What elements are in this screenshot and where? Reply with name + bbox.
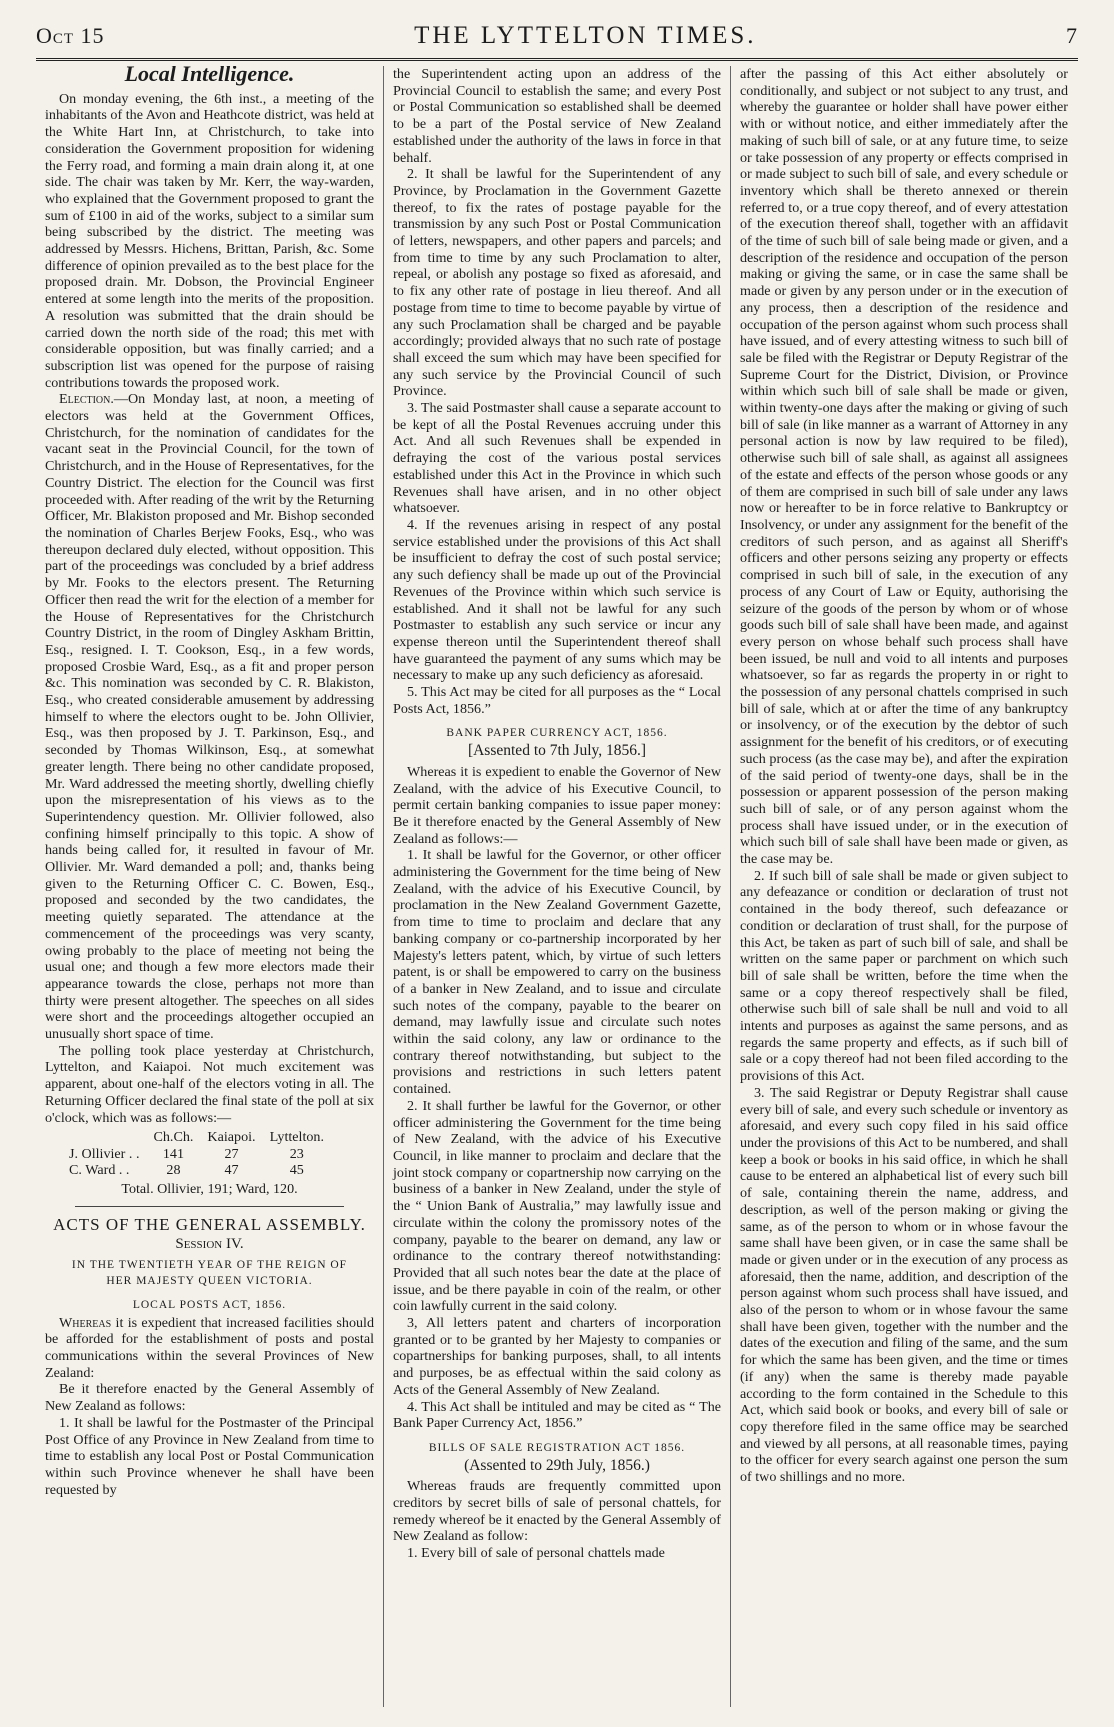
act-section: 4. This Act shall be intituled and may be cited as “ The Bank Paper Currency Act, 1856.”: [393, 1398, 721, 1432]
poll-value: 45: [289, 1162, 304, 1179]
reign-line: HER MAJESTY QUEEN VICTORIA.: [106, 1274, 313, 1287]
act-preamble: [45, 1315, 374, 1382]
act-preamble: Whereas it is expedient to enable the Governor of New Zealand, with the advice of his Executive Council, to permit certain banking companies to issue paper money: Be it therefore enacted by the General Assembly of New Zealand as follows:—: [393, 763, 721, 847]
page-number: 7: [1066, 23, 1078, 48]
act-title: BILLS OF SALE REGISTRATION ACT 1856.: [428, 1441, 686, 1454]
poll-value: 27: [224, 1145, 239, 1162]
act-section-continued: after the passing of this Act either absolutely or conditionally, and subject or not subject to any trust, and whereby the guarantee or holder shall have power either with or without notice, and either immediately after the making of such bill of sale, or at any future time, to seize or take possession of any property or effects comprised in or made subject to such bill of sale, and every schedule or inventory which shall be thereto annexed or therein referred to, or a true copy thereof, and of every attestation of the execution thereof shall, together with an affidavit of the time of such bill of sale being made or given, and a description of the residence and occupation of the person making or giving the same, or in case the same shall be made or given by any person under or in the execution of any process, then a description of the residence and occupation of the person against whom such process shall have issued, and of every attesting witness to such bill of sale be filed with the Registrar or Deputy Registrar of the Supreme Court for the District, Division, or Province within which such bill of sale shall be made or given, within twenty-one days after the making or giving of such bill of sale (in like manner as a warrant of Attorney in any personal action is now by law required to be filed), otherwise such bill of sale shall, as against all assignees of the estate and effects of the person whose goods or any of them are comprised in such bill of sale under any laws now or hereafter to be in force relative to Bankruptcy or Insolvency, or under any assignment for the benefit of the creditors of such person, and as against all Sheriff's officers and other persons seizing any property or effects comprised in such bill of sale, in the execution of any process of any Court of Law or Equity, authorising the seizure of the goods of the person by whom or of whose goods such bill of sale shall have been made, and against every person on whose behalf such process shall have been issued, be null and void to all intents and purposes whatsoever, so far as regards the property in or right to the possession of any personal chattels comprised in such bill of sale, which at or after the time of any bankruptcy or insolvency, or of the execution by the debtor of such assignment for the benefit of his creditors, or of executing such process (as the case may be), and after the expiration of the said period of twenty-one days, shall be in the possession or apparent possession of the person making such bill of sale, or of any person against whom the process shall have issued under, or in the execution of which such bill of sale shall have been made or given, as the case may be.: [740, 66, 1068, 868]
reign-heading: [45, 1257, 374, 1289]
act-section: 4. If the revenues arising in respect of any postal service established under the provisions of this Act shall be insufficient to defray the cost of such postal service; any such defiency shall be made up out of the Provincial Revenues of the Province within which such service is established. And it shall not be lawful for any such Postmaster to establish any such service or incur any expense thereon until the Superintendent thereof shall have guaranteed the payment of any sums which may be necessary to make up any such deficiency as aforesaid.: [393, 516, 721, 684]
poll-value: 47: [224, 1162, 239, 1179]
poll-value: 28: [166, 1162, 181, 1179]
preamble-lead: Whereas: [59, 1314, 112, 1331]
act-section: 2. If such bill of sale shall be made or given subject to any defeazance or condition or declaration of trust not contained in the body thereof, such defeazance or condition or declaration of trust shall, for the purpose of this Act, be taken as part of such bill of sale, and shall be written on the same paper or parchment on which such bill of sale shall be written, before the time when the same or a copy thereof respectively shall be filed, otherwise such bill of sale shall be null and void to all intents and purposes as against the same persons, and as regards the same property and effects, as if such bill of sale or a copy thereof had not been filed according to the provisions of this Act.: [740, 867, 1068, 1085]
avon-meeting-paragraph: On monday evening, the 6th inst., a meeting of the inhabitants of the Avon and Heathcote district, was held at the White Hart Inn, at Christchurch, to take into consideration the Government proposition for widening the Ferry road, and forming a main drain along it, at one side. The chair was taken by Mr. Kerr, the way-warden, who explained that the Government proposed to grant the sum of £100 in aid of the works, subject to a similar sum being subscribed by the district. The meeting was addressed by Messrs. Hichens, Brittan, Parish, &c. Some difference of opinion prevailed as to the best place for the proposed drain. Mr. Dobson, the Provincial Engineer entered at some length into the merits of the proposition. A resolution was submitted that the drain should be carried down the north side of the road; this met with considerable opposition, but was finally carried; and a subscription list was opened for the purpose of raising contributions towards the proposed work.: [45, 90, 374, 391]
local-intelligence-heading: Local Intelligence.: [124, 66, 295, 86]
poll-value: 141: [162, 1145, 185, 1162]
poll-header: Ch.Ch.: [153, 1129, 194, 1146]
masthead: [36, 14, 1078, 61]
poll-header: Kaiapoi.: [207, 1129, 256, 1146]
act-section: 1. It shall be lawful for the Postmaster of the Principal Post Office of any Province in New Zealand from time to time to establish any local Post or Postal Communication within such Province whenever he shall have been requested by: [45, 1414, 374, 1498]
poll-header: Lyttelton.: [269, 1129, 324, 1146]
act-section: 2. It shall be lawful for the Superintendent of any Province, by Proclamation in the Government Gazette thereof, to fix the rates of postage payable for the transmission by any such Post or Postal Communication of letters, newspapers, and other papers and parcels; and from time to time by any such Proclamation to alter, repeal, or abolish any postage so fixed as aforesaid, and to fix any other rate of postage in lieu thereof. And all postage from time to time to become payable by virtue of any such Proclamation shall be charged and be payable accordingly; provided always that no such rate of postage shall exceed the sum which may have been specified for any such service by the Provincial Council of such Province.: [393, 166, 721, 400]
newspaper-title: THE LYTTELTON TIMES.: [414, 22, 757, 49]
act-preamble: Whereas frauds are frequently committed upon creditors by secret bills of sale of personal chattels, for remedy whereof be it enacted by the General Assembly of New Zealand as follow:: [393, 1478, 721, 1545]
act-section: 3. The said Registrar or Deputy Registrar shall cause every bill of sale, and every such schedule or inventory as aforesaid, and every such copy filed in his said office under the provisions of this Act to be numbered, and shall keep a book or books in his said office, in which he shall cause to be entered an alphabetical list of every such bill of sale, containing therein the name, address, and description, as well of the person making or giving the same, as of the person to whom or in whose favour the same shall have been given, or in case the same shall be made or given under or in the execution of any process as aforesaid, then the name, addition, and description of the person against whom such process shall have issued, and also of the person to whom or in whose favour the same shall have been given, together with the number and the dates of the execution and filing of the same, and the sum for which the same has been given, and the time or times (if any) when the same is thereby made payable according to the form contained in the Schedule to this Act, which said book or books, and every bill of sale or copy therefore filed in the same office may be searched and viewed by all persons, at all reasonable times, paying to the officer for every search against one person the sum of two shillings and no more.: [740, 1084, 1068, 1486]
column-3: [730, 66, 1077, 1707]
act-section: 1. Every bill of sale of personal chattels made: [407, 1545, 665, 1562]
act-section-continued: the Superintendent acting upon an address of the Provincial Council to establish the same; and every Post or Postal Communication so established shall be deemed to be a part of the Postal service of New Zealand established under the authority of the laws in force in that behalf.: [393, 66, 721, 166]
election-paragraph: [45, 391, 374, 1042]
poll-header-row: [65, 1129, 334, 1146]
act-enacting-clause: Be it therefore enacted by the General Assembly of New Zealand as follows:: [45, 1381, 374, 1415]
poll-row: [65, 1162, 334, 1179]
act-section: 3. The said Postmaster shall cause a separate account to be kept of all the Postal Revenues accruing under this Act. And all such Revenues shall be expended in defraying the cost of the various postal services established under this Act in the Province in which such Revenues shall have arisen, and in no other object whatsoever.: [393, 400, 721, 517]
act-section: 5. This Act may be cited for all purposes as the “ Local Posts Act, 1856.”: [393, 684, 721, 717]
column-2: [383, 66, 730, 1707]
divider: [75, 1206, 344, 1207]
act-title: BANK PAPER CURRENCY ACT, 1856.: [446, 727, 668, 740]
issue-date: Oct 15: [36, 23, 105, 48]
column-1: [36, 66, 383, 1707]
assent-date: (Assented to 29th July, 1856.): [464, 1456, 650, 1474]
candidate-name: J. Ollivier . .: [69, 1145, 140, 1162]
act-section: 3, All letters patent and charters of incorporation granted or to be granted by her Majesty to companies or copartnerships for banking purposes, shall, to all intents and purposes, be as effectual within the said colony as Acts of the General Assembly of New Zealand.: [393, 1315, 721, 1398]
poll-total: Total. Ollivier, 191; Ward, 120.: [121, 1180, 298, 1197]
columns: [36, 66, 1078, 1707]
polling-paragraph: The polling took place yesterday at Christchurch, Lyttelton, and Kaiapoi. Not much excitement was apparent, about one-half of the electors voting in all. The Returning Officer declared the final state of the poll at six o'clock, which was as follows:—: [45, 1042, 374, 1126]
reign-line: IN THE TWENTIETH YEAR OF THE REIGN OF: [71, 1258, 348, 1271]
poll-table: [65, 1129, 334, 1179]
election-text: —On Monday last, at noon, a meeting of electors was held at the Government Offices, Christchurch, for the nomination of candidates for the vacant seat in the Provincial Council, for the town of Christchurch, and in the House of Representatives, for the Country District. The election for the Council was first proceeded with. After reading of the writ by the Returning Officer, Mr. Blakiston proposed and Mr. Bishop seconded the nomination of Charles Berjew Fooks, Esq., who was thereupon declared duly elected, without opposition. This part of the proceedings was concluded by a brief address by Mr. Fooks to the electors present. The Returning Officer then read the writ for the election of a member for the House of Representatives for the Christchurch Country District, in the room of Dingley Askham Brittin, Esq., resigned. I. T. Cookson, Esq., in a few words, proposed Crosbie Ward, Esq., as a fit and proper person &c. This nomination was seconded by C. R. Blakiston, Esq., who created considerable amusement by addressing himself to where the electors ought to be. John Ollivier, Esq., was then proposed by J. T. Parkinson, Esq., and seconded by Thomas Wilkinson, Esq., at somewhat greater length. There being no other candidate proposed, Mr. Ward addressed the meeting shortly, dwelling chiefly upon the misrepresentation of his views as to the Superintendency question. Mr. Ollivier followed, also confining himself principally to this topic. A show of hands being called for, it resulted in favour of Mr. Ollivier. Mr. Ward demanded a poll; and, thanks being given to the Returning Officer C. C. Bowen, Esq., proposed and seconded by the two candidates, the meeting quietly separated. The attendance at the commencement of the proceedings was very scanty, owing probably to the place of meeting not being the usual one; and though a few more electors made their appearance towards the close, perhaps not more than thirty were present altogether. The speeches on all sides were short and the proceedings altogether occupied an unusually short space of time.: [45, 391, 374, 1043]
candidate-name: C. Ward . .: [69, 1162, 130, 1179]
preamble-text: it is expedient that increased facilities should be afforded for the establishment of posts and postal communications within the several Provinces of New Zealand:: [45, 1314, 374, 1381]
act-section: 2. It shall further be lawful for the Governor, or other officer administering the Government for the time being of New Zealand, with the advice of his Executive Council, in like manner to proclaim and declare that the joint stock company or copartnership now carrying on the business of a banker in New Zealand, under the style of the “ Union Bank of Australia,” may lawfully issue and circulate within the colony the promissory notes of the company, payable to the bearer on demand, any law or ordinance to the contrary thereof notwithstanding: Provided that all such notes bear the date at the place of issue, and be there payable in coin of the realm, or other coin lawfully current in the said colony.: [393, 1097, 721, 1315]
poll-value: 23: [289, 1145, 304, 1162]
election-lead: Election.: [59, 391, 114, 408]
act-section: 1. It shall be lawful for the Governor, or other officer administering the Government for the time being of New Zealand, with the advice of his Executive Council, by proclamation in the New Zealand Government Gazette, from time to time to proclaim and declare that any banking company or co-partnership incorporated by her Majesty's letters patent, which, by virtue of such letters patent, is or shall be empowered to carry on the business of a banker in New Zealand, and to issue and circulate such notes of the company, payable to the bearer on demand, may lawfully issue and circulate such notes within the said colony, any law or ordinance to the contrary thereof notwithstanding, but subject to the provisions and restrictions in such letters patent contained.: [393, 847, 721, 1098]
acts-heading: ACTS OF THE GENERAL ASSEMBLY.: [53, 1214, 366, 1234]
act-title: LOCAL POSTS ACT, 1856.: [132, 1298, 287, 1311]
poll-row: [65, 1146, 334, 1163]
session-heading: Session IV.: [175, 1236, 244, 1253]
assent-date: [Assented to 7th July, 1856.]: [467, 742, 647, 760]
